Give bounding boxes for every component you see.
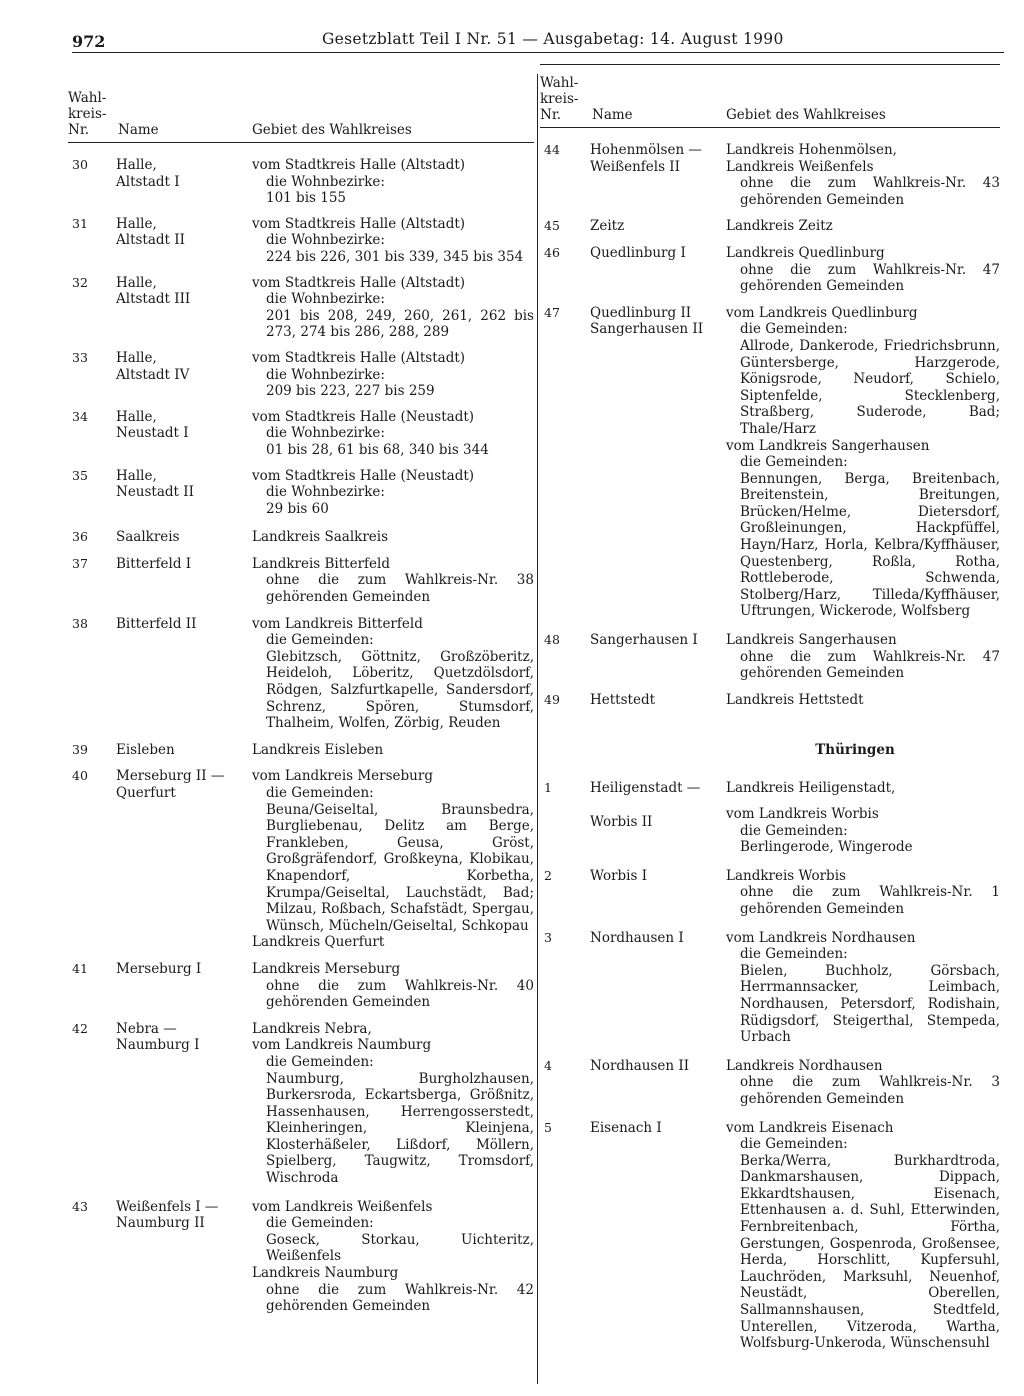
list-item — [68, 1199, 534, 1315]
district-area — [252, 350, 534, 400]
district-number: 48 — [544, 632, 560, 648]
area-line: Allrode, Dankerode, Friedrichsbrunn, Güntersberge, Harzgerode, Königsrode, Neudorf, Schielo, Siptenfelde, Stecklenberg, Straßberg, Suderode, Bad; Thale/Harz — [740, 337, 1000, 437]
area-line: Naumburg, Burgholzhausen, Burkersroda, Eckartsberga, Größnitz, Hassenhausen, Herrengosserstedt, Kleinheringen, Kleinjena, Klosterhäßeler, Lißdorf, Möllern, Spielberg, Taugwitz, Tromsdorf, Wischroda — [266, 1070, 534, 1187]
area-line: Landkreis Bitterfeld — [252, 555, 390, 572]
district-name: Merseburg II — Querfurt — [116, 768, 225, 801]
area-line: die Wohnbezirke: — [266, 484, 385, 501]
district-name: Zeitz — [590, 218, 625, 235]
district-name: Nordhausen I — [590, 929, 684, 946]
area-line: Landkreis Quedlinburg — [726, 244, 885, 261]
area-line: die Gemeinden: — [266, 1053, 374, 1070]
district-area — [252, 616, 534, 732]
district-number: 1 — [544, 780, 552, 796]
district-area — [726, 218, 1000, 235]
area-line: vom Landkreis Worbis — [726, 806, 879, 822]
area-line: vom Landkreis Quedlinburg — [726, 304, 918, 321]
area-line: 101 bis 155 — [266, 190, 347, 207]
district-number: 34 — [72, 408, 88, 424]
left-column — [68, 64, 534, 1315]
area-line: Landkreis Naumburg — [252, 1265, 399, 1282]
district-name: Saalkreis — [116, 529, 180, 546]
district-area — [252, 1199, 534, 1315]
district-area — [252, 961, 534, 1011]
area-line: die Gemeinden: — [740, 822, 848, 839]
district-number: 37 — [72, 555, 88, 571]
district-number: 39 — [72, 741, 88, 757]
list-item — [540, 632, 1000, 682]
area-line: Landkreis Hohenmölsen, — [726, 142, 897, 158]
district-name: Heiligenstadt — Worbis II — [590, 780, 701, 830]
area-line: die Gemeinden: — [266, 1215, 374, 1232]
area-line: 201 bis 208, 249, 260, 261, 262 bis 273, 274 bis 286, 288, 289 — [266, 307, 534, 341]
area-line: vom Stadtkreis Halle (Altstadt) — [252, 215, 466, 232]
header-area: Gebiet des Wahlkreises — [726, 107, 886, 123]
area-line: die Gemeinden: — [266, 785, 374, 801]
area-line: ohne die zum Wahlkreis-Nr. 43 gehörenden Gemeinden — [740, 175, 1000, 208]
district-name: Eisenach I — [590, 1119, 662, 1136]
district-name: Eisleben — [116, 741, 175, 758]
area-line: Landkreis Heiligenstadt, — [726, 780, 896, 797]
district-area — [726, 305, 1000, 620]
list-item — [540, 245, 1000, 295]
district-area — [252, 157, 534, 207]
area-line: Landkreis Sangerhausen — [726, 632, 897, 649]
district-name: Quedlinburg II Sangerhausen II — [590, 304, 704, 338]
table-header-rule — [540, 127, 1000, 128]
district-number: 35 — [72, 467, 88, 483]
district-area — [252, 275, 534, 341]
area-line: vom Landkreis Sangerhausen — [726, 437, 930, 454]
list-item — [68, 742, 534, 759]
area-line: ohne die zum Wahlkreis-Nr. 1 gehörenden Gemeinden — [740, 884, 1000, 917]
header-name: Name — [592, 107, 633, 123]
area-line: Landkreis Saalkreis — [252, 529, 389, 546]
list-item — [68, 275, 534, 341]
district-name: Sangerhausen I — [590, 632, 698, 649]
district-area — [726, 692, 1000, 709]
district-number: 2 — [544, 867, 552, 883]
district-name: Halle, Neustadt II — [116, 467, 194, 501]
list-item — [540, 1058, 1000, 1108]
area-line: ohne die zum Wahlkreis-Nr. 40 gehörenden Gemeinden — [266, 977, 534, 1011]
area-line: Bielen, Buchholz, Görsbach, Herrmannsacker, Leimbach, Nordhausen, Petersdorf, Rodishain, Rüdigsdorf, Steigerthal, Stempeda, Urbach — [740, 962, 1000, 1046]
area-line: Landkreis Nebra, — [252, 1020, 372, 1037]
district-number: 33 — [72, 349, 88, 365]
area-line — [726, 797, 1000, 806]
district-number: 4 — [544, 1057, 552, 1073]
district-name: Hettstedt — [590, 691, 656, 708]
district-number: 45 — [544, 218, 560, 234]
district-name: Halle, Altstadt II — [116, 215, 185, 249]
area-line: Goseck, Storkau, Uichteritz, Weißenfels — [266, 1231, 534, 1265]
district-area — [252, 742, 534, 759]
header-rule — [72, 52, 1004, 53]
area-line: die Wohnbezirke: — [266, 232, 385, 249]
district-area — [726, 868, 1000, 918]
area-line: Glebitzsch, Göttnitz, Großzöberitz, Heideloh, Löberitz, Quetzdölsdorf, Rödgen, Salzfurtkapelle, Sandersdorf, Schrenz, Spören, Stumsdorf, Thalheim, Wolfen, Zörbig, Reuden — [266, 648, 534, 732]
area-line: die Gemeinden: — [740, 454, 848, 471]
district-name: Halle, Altstadt I — [116, 157, 180, 190]
district-area — [726, 1120, 1000, 1352]
district-name: Bitterfeld I — [116, 555, 192, 572]
area-line: ohne die zum Wahlkreis-Nr. 47 gehörenden Gemeinden — [740, 648, 1000, 682]
area-line: die Gemeinden: — [266, 632, 374, 649]
district-number: 3 — [544, 929, 552, 945]
area-line: vom Stadtkreis Halle (Neustadt) — [252, 467, 475, 484]
district-name: Worbis I — [590, 867, 648, 884]
list-item — [68, 157, 534, 207]
district-name: Halle, Neustadt I — [116, 408, 189, 442]
area-line: vom Stadtkreis Halle (Altstadt) — [252, 274, 466, 291]
area-line: vom Landkreis Naumburg — [252, 1037, 432, 1054]
district-area — [726, 1058, 1000, 1108]
list-item — [540, 930, 1000, 1046]
district-area — [252, 529, 534, 546]
area-line: ohne die zum Wahlkreis-Nr. 38 gehörenden Gemeinden — [266, 572, 534, 606]
area-line: Landkreis Weißenfels — [726, 158, 874, 175]
district-name: Halle, Altstadt IV — [116, 349, 190, 383]
list-item — [68, 468, 534, 518]
area-line: 224 bis 226, 301 bis 339, 345 bis 354 — [266, 248, 524, 265]
district-area — [726, 930, 1000, 1046]
area-line: Bennungen, Berga, Breitenbach, Breitenstein, Breitungen, Brücken/Helme, Dietersdorf, Großleinungen, Hackpfüffel, Hayn/Harz, Horla, Kelbra/Kyffhäuser, Questenberg, Roßla, Rotha, Rottleberode, Schwenda, Stolberg/Harz, Tilleda/Kyffhäuser, Uftrungen, Wickerode, Wolfsberg — [740, 470, 1000, 620]
area-line: 01 bis 28, 61 bis 68, 340 bis 344 — [266, 441, 489, 458]
right-entries — [540, 142, 1000, 708]
header-no: Wahl- kreis- Nr. — [540, 75, 579, 123]
area-line: ohne die zum Wahlkreis-Nr. 3 gehörenden Gemeinden — [740, 1074, 1000, 1107]
area-line: Landkreis Zeitz — [726, 218, 833, 235]
district-number: 32 — [72, 274, 88, 290]
area-line: Beuna/Geiseltal, Braunsbedra, Burgliebenau, Delitz am Berge, Frankleben, Geusa, Gröst, Großgräfendorf, Großkeyna, Klobikau, Knapendorf, Korbetha, Krumpa/Geiseltal, Lauchstädt, Bad; Milzau, Roßbach, Schafstädt, Spergau, Wünsch, Mücheln/Geiseltal, Schkopau — [266, 801, 534, 934]
area-line: 29 bis 60 — [266, 500, 329, 517]
list-item — [68, 961, 534, 1011]
area-line: 209 bis 223, 227 bis 259 — [266, 383, 435, 400]
district-number: 30 — [72, 157, 88, 172]
column-separator — [537, 74, 538, 1384]
district-number: 42 — [72, 1020, 88, 1036]
area-line: Landkreis Hettstedt — [726, 691, 864, 708]
list-item — [540, 218, 1000, 235]
area-line: die Wohnbezirke: — [266, 291, 385, 308]
area-line: die Gemeinden: — [740, 321, 848, 338]
district-number: 31 — [72, 215, 88, 231]
area-line: Landkreis Merseburg — [252, 960, 401, 977]
area-line: Landkreis Worbis — [726, 867, 846, 884]
district-area — [252, 216, 534, 266]
district-area — [252, 468, 534, 518]
running-header: Gesetzblatt Teil I Nr. 51 — Ausgabetag: 14. August 1990 — [322, 30, 784, 48]
list-item — [68, 216, 534, 266]
list-item — [540, 305, 1000, 620]
district-name: Hohenmölsen — Weißenfels II — [590, 142, 702, 175]
right-column-top-rule — [540, 64, 1000, 65]
area-line: die Gemeinden: — [740, 1136, 848, 1153]
section-title: Thüringen — [815, 742, 895, 759]
area-line: die Wohnbezirke: — [266, 425, 385, 442]
district-number: 40 — [72, 768, 88, 784]
district-name: Quedlinburg I — [590, 244, 686, 261]
header-name: Name — [118, 122, 159, 138]
district-number: 43 — [72, 1198, 88, 1214]
area-line: Landkreis Eisleben — [252, 741, 384, 758]
area-line: Berlingerode, Wingerode — [740, 839, 913, 856]
area-line: vom Landkreis Nordhausen — [726, 929, 916, 946]
page-number: 972 — [72, 32, 106, 51]
list-item — [68, 350, 534, 400]
list-item — [540, 868, 1000, 918]
area-line: die Gemeinden: — [740, 946, 848, 963]
list-item — [68, 616, 534, 732]
list-item — [68, 529, 534, 546]
area-line: vom Stadtkreis Halle (Altstadt) — [252, 349, 466, 366]
list-item — [540, 780, 1000, 855]
list-item — [68, 409, 534, 459]
district-area — [726, 245, 1000, 295]
district-number: 41 — [72, 960, 88, 976]
district-name: Nordhausen II — [590, 1057, 690, 1074]
list-item — [68, 556, 534, 606]
area-line: vom Landkreis Eisenach — [726, 1119, 894, 1136]
district-name: Weißenfels I — Naumburg II — [116, 1198, 219, 1232]
list-item — [68, 768, 534, 951]
table-header — [68, 90, 534, 138]
district-name: Halle, Altstadt III — [116, 274, 191, 308]
district-area — [726, 142, 1000, 208]
district-area — [252, 556, 534, 606]
header-no: Wahl- kreis- Nr. — [68, 90, 107, 138]
area-line: vom Landkreis Weißenfels — [252, 1198, 433, 1215]
area-line: vom Landkreis Merseburg — [252, 768, 433, 785]
district-number: 47 — [544, 304, 560, 320]
area-line: die Wohnbezirke: — [266, 173, 385, 190]
header-area: Gebiet des Wahlkreises — [252, 122, 412, 138]
area-line: die Wohnbezirke: — [266, 366, 385, 383]
area-line: ohne die zum Wahlkreis-Nr. 42 gehörenden Gemeinden — [266, 1281, 534, 1315]
area-line: vom Landkreis Bitterfeld — [252, 615, 423, 632]
district-area — [726, 632, 1000, 682]
right-column — [540, 64, 1000, 1352]
district-number: 38 — [72, 615, 88, 631]
table-header-rule — [68, 142, 534, 143]
table-header — [540, 75, 1000, 123]
district-name: Nebra — Naumburg I — [116, 1020, 200, 1054]
right-entries-thueringen — [540, 780, 1000, 1351]
district-number: 46 — [544, 244, 560, 260]
district-number: 5 — [544, 1119, 552, 1135]
district-area — [252, 409, 534, 459]
area-line: Berka/Werra, Burkhardtroda, Dankmarshausen, Dippach, Ekkardtshausen, Eisenach, Ettenhausen a. d. Suhl, Etterwinden, Fernbreitenbach, Förtha, Gerstungen, Gospenroda, Großensee, Herda, Horschlitt, Kupfersuhl, Lauchröden, Marksuhl, Neuenhof, Neustädt, Oberellen, Sallmannshausen, Stedtfeld, Unterellen, Vitzeroda, Wartha, Wolfsburg-Unkeroda, Wünschensuhl — [740, 1152, 1000, 1352]
list-item — [68, 1021, 534, 1187]
district-name: Merseburg I — [116, 960, 202, 977]
area-line: ohne die zum Wahlkreis-Nr. 47 gehörenden Gemeinden — [740, 261, 1000, 295]
district-area — [252, 768, 534, 951]
list-item — [540, 1120, 1000, 1352]
district-area — [252, 1021, 534, 1187]
area-line: Landkreis Nordhausen — [726, 1057, 883, 1074]
district-number: 36 — [72, 529, 88, 545]
left-entries — [68, 157, 534, 1315]
area-line: Landkreis Querfurt — [252, 934, 385, 951]
district-area — [726, 780, 1000, 855]
district-name: Bitterfeld II — [116, 615, 197, 632]
area-line: vom Stadtkreis Halle (Altstadt) — [252, 157, 466, 173]
list-item — [540, 692, 1000, 709]
area-line: vom Stadtkreis Halle (Neustadt) — [252, 408, 475, 425]
district-number: 44 — [544, 142, 560, 157]
list-item — [540, 142, 1000, 208]
district-number: 49 — [544, 691, 560, 707]
